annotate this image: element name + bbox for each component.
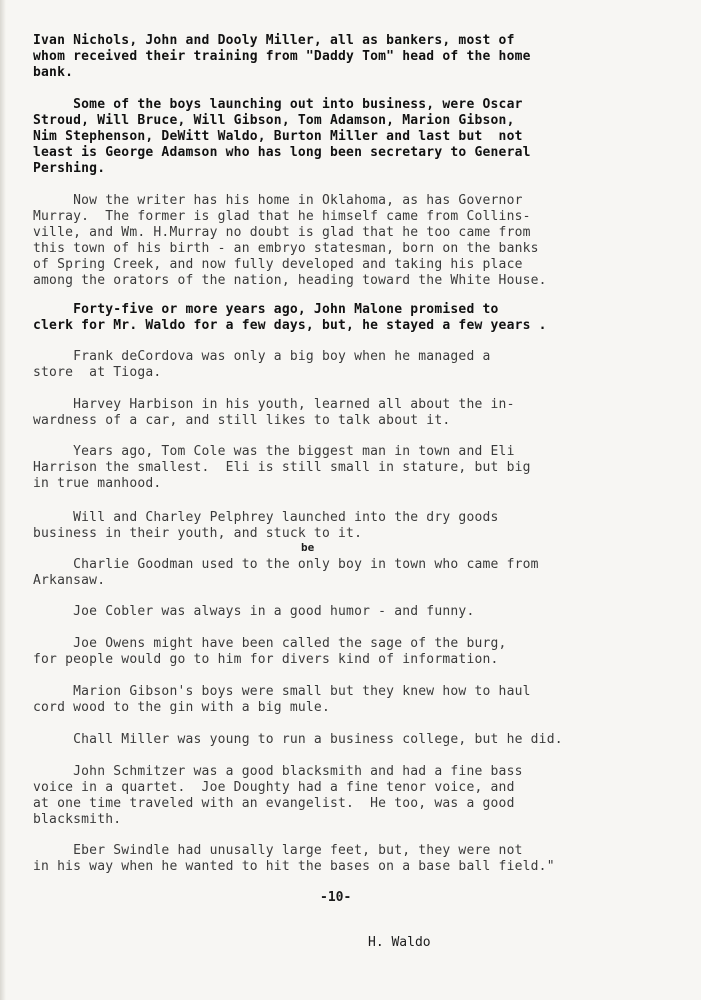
paragraph-14-line-2: voice in a quartet. Joe Doughty had a fine tenor voice, and xyxy=(33,780,515,795)
paragraph-15-line-2: in his way when he wanted to hit the bases on a base ball field." xyxy=(33,859,555,874)
paragraph-11-line-2: for people would go to him for divers kind of information. xyxy=(33,652,499,667)
page-edge-shadow xyxy=(0,0,6,1000)
paragraph-1-line-1: Ivan Nichols, John and Dooly Miller, all as bankers, most of xyxy=(33,33,515,48)
paragraph-1-line-2: whom received their training from "Daddy Tom" head of the home xyxy=(33,49,531,64)
paragraph-1-line-3: bank. xyxy=(33,65,74,80)
author-signature: H. Waldo xyxy=(368,935,431,950)
paragraph-7-line-1: Years ago, Tom Cole was the biggest man in town and Eli xyxy=(33,444,515,459)
handwritten-insert: be xyxy=(301,541,315,554)
paragraph-9-line-2: Arkansaw. xyxy=(33,573,106,588)
paragraph-2-line-3: Nim Stephenson, DeWitt Waldo, Burton Miller and last but not xyxy=(33,129,523,144)
paragraph-14-line-4: blacksmith. xyxy=(33,812,122,827)
paragraph-8-line-2: business in their youth, and stuck to it. xyxy=(33,526,363,541)
paragraph-3-line-4: this town of his birth - an embryo statesman, born on the banks xyxy=(33,241,539,256)
paragraph-12-line-1: Marion Gibson's boys were small but they knew how to haul xyxy=(33,684,531,699)
paragraph-2-line-1: Some of the boys launching out into business, were Oscar xyxy=(33,97,523,112)
paragraph-7-line-2: Harrison the smallest. Eli is still small in stature, but big xyxy=(33,460,531,475)
paragraph-5-line-2: store at Tioga. xyxy=(33,365,162,380)
paragraph-3-line-2: Murray. The former is glad that he himself came from Collins- xyxy=(33,209,531,224)
paragraph-2-line-5: Pershing. xyxy=(33,161,106,176)
paragraph-14-line-3: at one time traveled with an evangelist. He too, was a good xyxy=(33,796,515,811)
paragraph-3-line-6: among the orators of the nation, heading toward the White House. xyxy=(33,273,547,288)
paragraph-2-line-2: Stroud, Will Bruce, Will Gibson, Tom Adamson, Marion Gibson, xyxy=(33,113,515,128)
paragraph-13-line-1: Chall Miller was young to run a business college, but he did. xyxy=(33,732,563,747)
page-number: -10- xyxy=(320,890,352,905)
paragraph-3-line-3: ville, and Wm. H.Murray no doubt is glad that he too came from xyxy=(33,225,531,240)
paragraph-6-line-1: Harvey Harbison in his youth, learned all about the in- xyxy=(33,397,515,412)
paragraph-7-line-3: in true manhood. xyxy=(33,476,162,491)
paragraph-12-line-2: cord wood to the gin with a big mule. xyxy=(33,700,330,715)
paragraph-11-line-1: Joe Owens might have been called the sage of the burg, xyxy=(33,636,507,651)
paragraph-3-line-5: of Spring Creek, and now fully developed and taking his place xyxy=(33,257,523,272)
paragraph-10-line-1: Joe Cobler was always in a good humor - and funny. xyxy=(33,604,475,619)
paragraph-15-line-1: Eber Swindle had unusally large feet, but, they were not xyxy=(33,843,523,858)
paragraph-14-line-1: John Schmitzer was a good blacksmith and had a fine bass xyxy=(33,764,523,779)
paragraph-4-line-1: Forty-five or more years ago, John Malone promised to xyxy=(33,302,499,317)
paragraph-8-line-1: Will and Charley Pelphrey launched into the dry goods xyxy=(33,510,499,525)
paragraph-5-line-1: Frank deCordova was only a big boy when he managed a xyxy=(33,349,491,364)
paragraph-3-line-1: Now the writer has his home in Oklahoma, as has Governor xyxy=(33,193,523,208)
paragraph-6-line-2: wardness of a car, and still likes to talk about it. xyxy=(33,413,451,428)
paragraph-4-line-2: clerk for Mr. Waldo for a few days, but, he stayed a few years . xyxy=(33,318,547,333)
paragraph-9-line-1: Charlie Goodman used to the only boy in town who came from xyxy=(33,557,539,572)
paragraph-2-line-4: least is George Adamson who has long been secretary to General xyxy=(33,145,531,160)
